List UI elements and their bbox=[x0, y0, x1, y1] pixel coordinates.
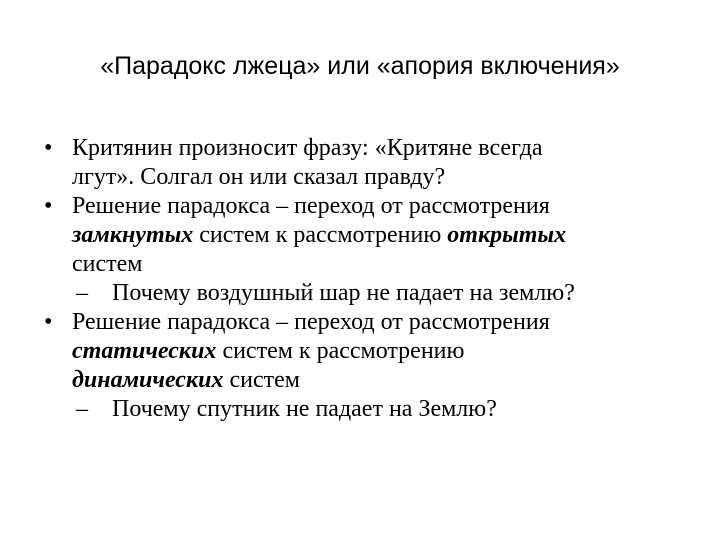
slide-title: «Парадокс лжеца» или «апория включения» bbox=[100, 52, 620, 80]
emphasis-closed-systems: замкнутых bbox=[72, 222, 194, 248]
bullet-marker: • bbox=[44, 135, 53, 161]
sub-bullet-2 bbox=[40, 395, 700, 424]
bullet-marker: • bbox=[44, 193, 53, 219]
dash-marker: – bbox=[76, 396, 88, 422]
bullet-3-line-3 bbox=[72, 366, 700, 395]
bullet-item-2 bbox=[40, 192, 700, 279]
bullet-3-mid-text: систем к рассмотрению bbox=[216, 338, 465, 364]
bullet-marker: • bbox=[44, 309, 53, 335]
bullet-2-line-2 bbox=[72, 221, 700, 250]
sub-bullet-2-text: Почему спутник не падает на Землю? bbox=[112, 396, 497, 422]
bullet-2-line-3: систем bbox=[72, 251, 143, 277]
sub-bullet-1 bbox=[40, 279, 700, 308]
bullet-1-line-2: лгут». Солгал он или сказал правду? bbox=[72, 164, 446, 190]
bullet-2-mid-text: систем к рассмотрению bbox=[193, 222, 448, 248]
sub-bullet-1-text: Почему воздушный шар не падает на землю? bbox=[112, 280, 575, 306]
bullet-1-line-1: Критянин произносит фразу: «Критяне всегда bbox=[72, 135, 543, 161]
bullet-item-3 bbox=[40, 308, 700, 395]
bullet-3-line-2 bbox=[72, 337, 700, 366]
emphasis-static-systems: статических bbox=[72, 338, 217, 364]
emphasis-open-systems: открытых bbox=[447, 222, 567, 248]
bullet-3-tail-text: систем bbox=[223, 367, 300, 393]
bullet-3-line-1: Решение парадокса – переход от рассмотрения bbox=[72, 309, 550, 335]
bullet-item-1 bbox=[40, 134, 700, 192]
emphasis-dynamic-systems: динамических bbox=[72, 367, 224, 393]
slide-body bbox=[40, 134, 700, 424]
bullet-2-line-1: Решение парадокса – переход от рассмотрения bbox=[72, 193, 550, 219]
dash-marker: – bbox=[76, 280, 88, 306]
